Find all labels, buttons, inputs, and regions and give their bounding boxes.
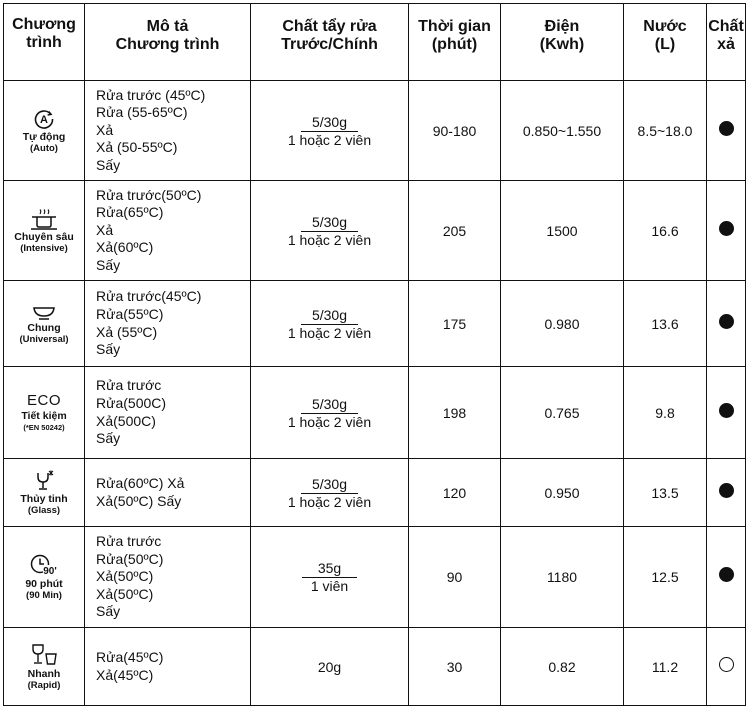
program-name: Tiết kiệm: [21, 410, 67, 422]
time-cell: 205: [409, 181, 501, 281]
header-rinse-aid: Chất xả: [707, 4, 746, 81]
description-cell: [85, 459, 251, 527]
header-water: Nước (L): [624, 4, 707, 81]
power-cell: 0.950: [501, 459, 624, 527]
power-cell: 0.980: [501, 281, 624, 367]
step-line: Xả(60ºC): [96, 239, 154, 256]
program-name: Nhanh: [27, 667, 61, 680]
program-cell: [4, 281, 85, 367]
detergent-cell: [251, 628, 409, 706]
table-row: [4, 81, 746, 181]
detergent-top: 5/30g: [301, 307, 358, 325]
filled-dot-icon: [719, 121, 734, 136]
detergent-bottom: 1 hoặc 2 viên: [287, 413, 372, 430]
header-detergent: Chất tẩy rửa Trước/Chính: [251, 4, 409, 81]
step-line: Rửa trước (45ºC): [96, 86, 206, 103]
description-cell: [85, 181, 251, 281]
step-line: Xả (55ºC): [96, 323, 158, 340]
description-cell: [85, 281, 251, 367]
rinse-aid-cell: [707, 527, 746, 628]
step-line: Sấy: [96, 256, 121, 273]
step-line: Rửa(60ºC) Xả: [96, 474, 185, 491]
filled-dot-icon: [719, 314, 734, 329]
power-cell: 0.765: [501, 367, 624, 459]
program-cell: [4, 628, 85, 706]
time-cell: 198: [409, 367, 501, 459]
filled-dot-icon: [719, 221, 734, 236]
power-cell: 1180: [501, 527, 624, 628]
step-line: Rửa trước(45ºC): [96, 288, 202, 305]
detergent-top: 5/30g: [301, 214, 358, 232]
detergent-bottom: 1 hoặc 2 viên: [287, 231, 372, 248]
header-power: Điện (Kwh): [501, 4, 624, 81]
intensive-pot-icon: [29, 208, 59, 230]
rinse-aid-cell: [707, 459, 746, 527]
rinse-aid-cell: [707, 281, 746, 367]
step-line: Sấy: [96, 341, 121, 358]
time-cell: 90-180: [409, 81, 501, 181]
water-cell: 12.5: [624, 527, 707, 628]
step-line: Sấy: [96, 430, 121, 447]
rinse-aid-cell: [707, 628, 746, 706]
detergent-bottom: 1 hoặc 2 viên: [287, 493, 372, 510]
header-time: Thời gian (phút): [409, 4, 501, 81]
step-line: Rửa trước: [96, 533, 162, 550]
program-sub: (Intensive): [20, 242, 68, 254]
program-cell: [4, 181, 85, 281]
water-cell: 11.2: [624, 628, 707, 706]
step-line: Rửa(45ºC): [96, 648, 164, 665]
program-name: 90 phút: [25, 578, 63, 590]
program-name: Tự động: [22, 130, 66, 143]
description-cell: [85, 81, 251, 181]
detergent-bottom: 1 viên: [310, 578, 349, 594]
detergent-cell: [251, 459, 409, 527]
step-line: Rửa(55ºC): [96, 305, 164, 322]
table-row: [4, 459, 746, 527]
glass-icon: [33, 470, 55, 492]
step-line: Sấy: [96, 603, 121, 620]
rinse-aid-cell: [707, 181, 746, 281]
time-cell: 90: [409, 527, 501, 628]
water-cell: 9.8: [624, 367, 707, 459]
water-cell: 8.5~18.0: [624, 81, 707, 181]
step-line: Sấy: [96, 156, 121, 173]
open-circle-icon: [719, 657, 734, 672]
power-cell: 0.82: [501, 628, 624, 706]
wash-program-table: [3, 3, 746, 706]
description-cell: [85, 527, 251, 628]
detergent-top: 5/30g: [301, 396, 358, 414]
power-cell: 1500: [501, 181, 624, 281]
step-line: Xả(45ºC): [96, 666, 154, 683]
program-name: Chung: [27, 321, 61, 334]
step-line: Rửa(65ºC): [96, 204, 164, 221]
detergent-top: 35g: [302, 560, 357, 578]
water-cell: 13.5: [624, 459, 707, 527]
detergent-cell: [251, 181, 409, 281]
detergent-single: 20g: [317, 658, 342, 675]
water-cell: 13.6: [624, 281, 707, 367]
header-description: Mô tả Chương trình: [85, 4, 251, 81]
water-cell: 16.6: [624, 181, 707, 281]
time-cell: 175: [409, 281, 501, 367]
table-row: [4, 181, 746, 281]
detergent-bottom: 1 hoặc 2 viên: [287, 131, 372, 148]
step-line: Xả: [96, 221, 114, 238]
auto-a-icon: [33, 108, 55, 130]
table-row: [4, 628, 746, 706]
table-row: [4, 281, 746, 367]
step-line: Rửa (55-65ºC): [96, 104, 188, 121]
svg-text:A: A: [40, 113, 48, 126]
power-cell: 0.850~1.550: [501, 81, 624, 181]
rapid-glasses-icon: [29, 643, 59, 667]
rinse-aid-cell: [707, 367, 746, 459]
program-sub: (Rapid): [27, 679, 61, 691]
program-cell: [4, 367, 85, 459]
eco-icon: ECO: [26, 392, 61, 409]
time-cell: 30: [409, 628, 501, 706]
step-line: Rửa(50ºC): [96, 550, 164, 567]
program-sub: (*EN 50242): [23, 423, 65, 432]
program-sub: (90 Min): [26, 590, 62, 601]
svg-text:90': 90': [43, 566, 57, 577]
program-sub: (Glass): [27, 504, 61, 516]
detergent-top: 5/30g: [301, 476, 358, 494]
description-cell: [85, 367, 251, 459]
program-cell: [4, 527, 85, 628]
step-line: Xả (50-55ºC): [96, 139, 178, 156]
detergent-cell: [251, 367, 409, 459]
header-row: [4, 4, 746, 81]
step-line: Xả(500C): [96, 412, 156, 429]
description-cell: [85, 628, 251, 706]
detergent-top: 5/30g: [301, 114, 358, 132]
table-row: [4, 367, 746, 459]
step-line: Xả(50ºC): [96, 568, 154, 585]
step-line: Rửa trước: [96, 377, 162, 394]
program-name: Thủy tinh: [20, 492, 68, 505]
detergent-cell: [251, 81, 409, 181]
rinse-aid-cell: [707, 81, 746, 181]
step-line: Xả(50ºC) Sấy: [96, 492, 182, 509]
step-line: Xả(50ºC): [96, 585, 154, 602]
filled-dot-icon: [719, 483, 734, 498]
step-line: Xả: [96, 121, 114, 138]
program-name: Chuyên sâu: [14, 230, 74, 243]
header-program: Chương trình: [4, 4, 85, 81]
program-cell: [4, 459, 85, 527]
program-sub: (Universal): [19, 333, 69, 345]
time-cell: 120: [409, 459, 501, 527]
table-row: [4, 527, 746, 628]
detergent-cell: [251, 527, 409, 628]
step-line: Rửa(500C): [96, 394, 167, 411]
program-sub: (Auto): [30, 142, 58, 154]
program-cell: [4, 81, 85, 181]
detergent-cell: [251, 281, 409, 367]
clock-90-icon: [29, 553, 59, 577]
filled-dot-icon: [719, 567, 734, 582]
step-line: Rửa trước(50ºC): [96, 186, 202, 203]
filled-dot-icon: [719, 403, 734, 418]
detergent-bottom: 1 hoặc 2 viên: [287, 324, 372, 341]
universal-bowl-icon: [31, 303, 57, 321]
